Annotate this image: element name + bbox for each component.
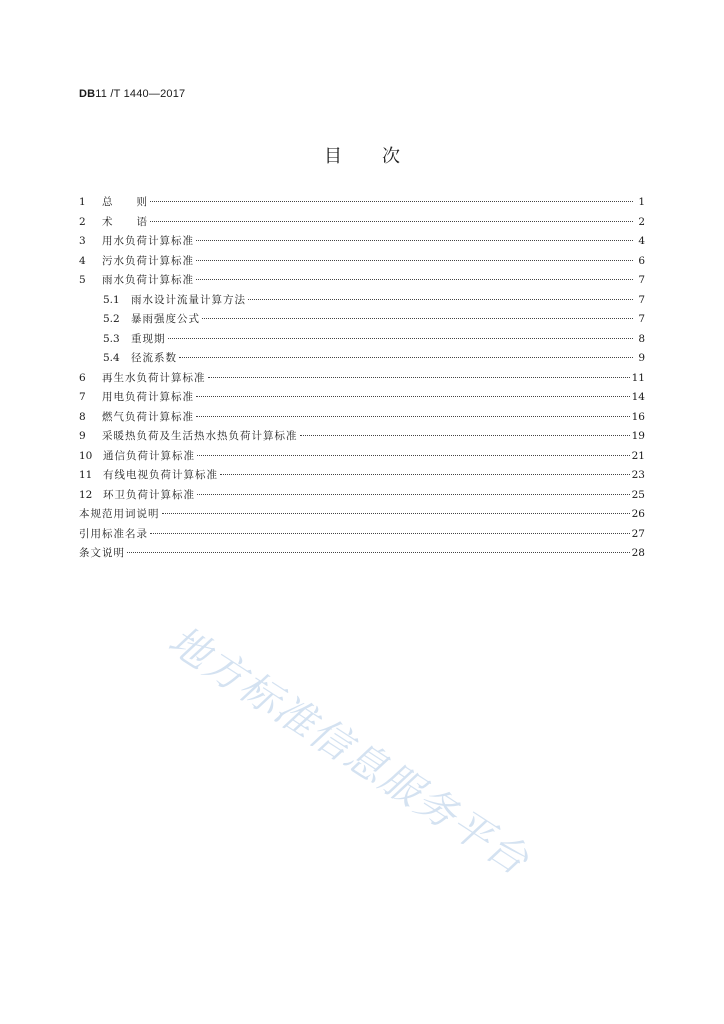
toc-entry[interactable] bbox=[79, 271, 645, 291]
toc-entry[interactable] bbox=[79, 427, 645, 447]
toc-entry-label: 条文说明 bbox=[79, 547, 125, 559]
toc-entry-page: 26 bbox=[631, 508, 645, 520]
toc-entry-number: 3 bbox=[79, 235, 86, 247]
toc-entry-number: 5.4 bbox=[103, 352, 120, 364]
toc-entry-number: 10 bbox=[79, 449, 93, 462]
toc-entry-label: 暴雨强度公式 bbox=[131, 313, 200, 325]
toc-entry-number: 5.1 bbox=[103, 293, 120, 306]
toc-entry-label: 燃气负荷计算标准 bbox=[102, 410, 194, 423]
toc-entry[interactable] bbox=[79, 330, 645, 350]
toc-entry[interactable] bbox=[79, 447, 645, 467]
toc-entry-number: 4 bbox=[79, 254, 86, 267]
toc-entry-label: 引用标准名录 bbox=[79, 527, 148, 540]
toc-entry-label: 用水负荷计算标准 bbox=[102, 235, 194, 247]
toc-dot-leader bbox=[168, 337, 634, 339]
toc-dot-leader bbox=[220, 473, 630, 475]
toc-entry[interactable] bbox=[79, 232, 645, 252]
toc-entry-page: 7 bbox=[638, 274, 645, 286]
toc-entry-label: 径流系数 bbox=[131, 352, 177, 364]
toc-entry-label: 本规范用词说明 bbox=[79, 508, 160, 520]
toc-entry-number: 2 bbox=[79, 215, 86, 228]
toc-entry-page: 25 bbox=[631, 488, 645, 501]
toc-entry[interactable] bbox=[79, 369, 645, 389]
toc-entry-label: 有线电视负荷计算标准 bbox=[103, 469, 218, 481]
toc-dot-leader bbox=[197, 493, 630, 495]
toc-entry-number: 1 bbox=[79, 196, 86, 208]
toc-entry[interactable] bbox=[79, 408, 645, 428]
toc-entry-number: 6 bbox=[79, 371, 86, 384]
toc-entry[interactable] bbox=[79, 291, 645, 311]
toc-entry-label: 环卫负荷计算标准 bbox=[103, 488, 195, 501]
toc-dot-leader bbox=[127, 551, 630, 553]
toc-entry[interactable] bbox=[79, 193, 645, 213]
toc-entry[interactable] bbox=[79, 310, 645, 330]
toc-dot-leader bbox=[196, 415, 630, 417]
toc-entry-page: 21 bbox=[631, 449, 645, 462]
toc-entry-page: 11 bbox=[631, 371, 645, 384]
toc-dot-leader bbox=[150, 200, 633, 202]
table-of-contents bbox=[79, 193, 645, 564]
toc-dot-leader bbox=[248, 298, 633, 300]
toc-entry-page: 4 bbox=[638, 235, 645, 247]
toc-entry[interactable] bbox=[79, 505, 645, 525]
toc-entry-label: 重现期 bbox=[131, 332, 166, 345]
toc-entry-page: 1 bbox=[638, 196, 645, 208]
toc-entry-page: 28 bbox=[631, 547, 645, 559]
toc-dot-leader bbox=[150, 532, 630, 534]
toc-entry-page: 6 bbox=[638, 254, 645, 267]
toc-entry[interactable] bbox=[79, 252, 645, 272]
toc-entry-page: 7 bbox=[638, 313, 645, 325]
watermark-text: 地方标准信息服务平台 bbox=[160, 617, 538, 885]
toc-entry-number: 8 bbox=[79, 410, 86, 423]
toc-entry-label: 雨水负荷计算标准 bbox=[102, 274, 194, 286]
toc-entry-number: 9 bbox=[79, 430, 86, 442]
toc-entry-label: 术 语 bbox=[102, 215, 148, 228]
toc-entry-number: 7 bbox=[79, 391, 86, 403]
toc-entry-page: 2 bbox=[638, 215, 645, 228]
toc-dot-leader bbox=[196, 239, 633, 241]
toc-entry-label: 总 则 bbox=[102, 196, 148, 208]
toc-entry[interactable] bbox=[79, 486, 645, 506]
toc-dot-leader bbox=[197, 454, 630, 456]
toc-entry-page: 9 bbox=[638, 352, 645, 364]
toc-dot-leader bbox=[202, 317, 633, 319]
toc-entry-page: 23 bbox=[631, 469, 645, 481]
toc-entry-label: 污水负荷计算标准 bbox=[102, 254, 194, 267]
toc-entry-label: 再生水负荷计算标准 bbox=[102, 371, 206, 384]
toc-dot-leader bbox=[162, 512, 630, 514]
toc-entry-number: 5 bbox=[79, 274, 86, 286]
toc-dot-leader bbox=[196, 278, 633, 280]
toc-entry[interactable] bbox=[79, 213, 645, 233]
toc-entry[interactable] bbox=[79, 349, 645, 369]
toc-entry-page: 7 bbox=[638, 293, 645, 306]
toc-dot-leader bbox=[208, 376, 630, 378]
toc-entry-label: 采暖热负荷及生活热水热负荷计算标准 bbox=[102, 430, 298, 442]
page-title: 目次 bbox=[324, 146, 440, 167]
toc-entry-page: 16 bbox=[631, 410, 645, 423]
toc-entry-number: 5.3 bbox=[103, 332, 120, 345]
toc-entry[interactable] bbox=[79, 466, 645, 486]
toc-entry-page: 27 bbox=[631, 527, 645, 540]
toc-entry-label: 用电负荷计算标准 bbox=[102, 391, 194, 403]
toc-entry-page: 8 bbox=[638, 332, 645, 345]
toc-entry-number: 5.2 bbox=[103, 313, 120, 325]
toc-entry[interactable] bbox=[79, 388, 645, 408]
toc-dot-leader bbox=[150, 220, 633, 222]
document-code-number: 11 /T 1440—2017 bbox=[95, 88, 186, 100]
toc-entry-page: 14 bbox=[631, 391, 645, 403]
toc-entry-number: 12 bbox=[79, 488, 93, 501]
document-code-prefix: DB bbox=[79, 88, 96, 100]
toc-entry-label: 通信负荷计算标准 bbox=[103, 449, 195, 462]
toc-entry-number: 11 bbox=[79, 469, 93, 481]
document-code bbox=[79, 88, 185, 100]
toc-entry-page: 19 bbox=[631, 430, 645, 442]
toc-dot-leader bbox=[179, 356, 633, 358]
toc-entry[interactable] bbox=[79, 544, 645, 564]
toc-dot-leader bbox=[300, 434, 630, 436]
toc-dot-leader bbox=[196, 395, 630, 397]
toc-entry-label: 雨水设计流量计算方法 bbox=[131, 293, 246, 306]
toc-entry[interactable] bbox=[79, 525, 645, 545]
toc-dot-leader bbox=[196, 259, 633, 261]
